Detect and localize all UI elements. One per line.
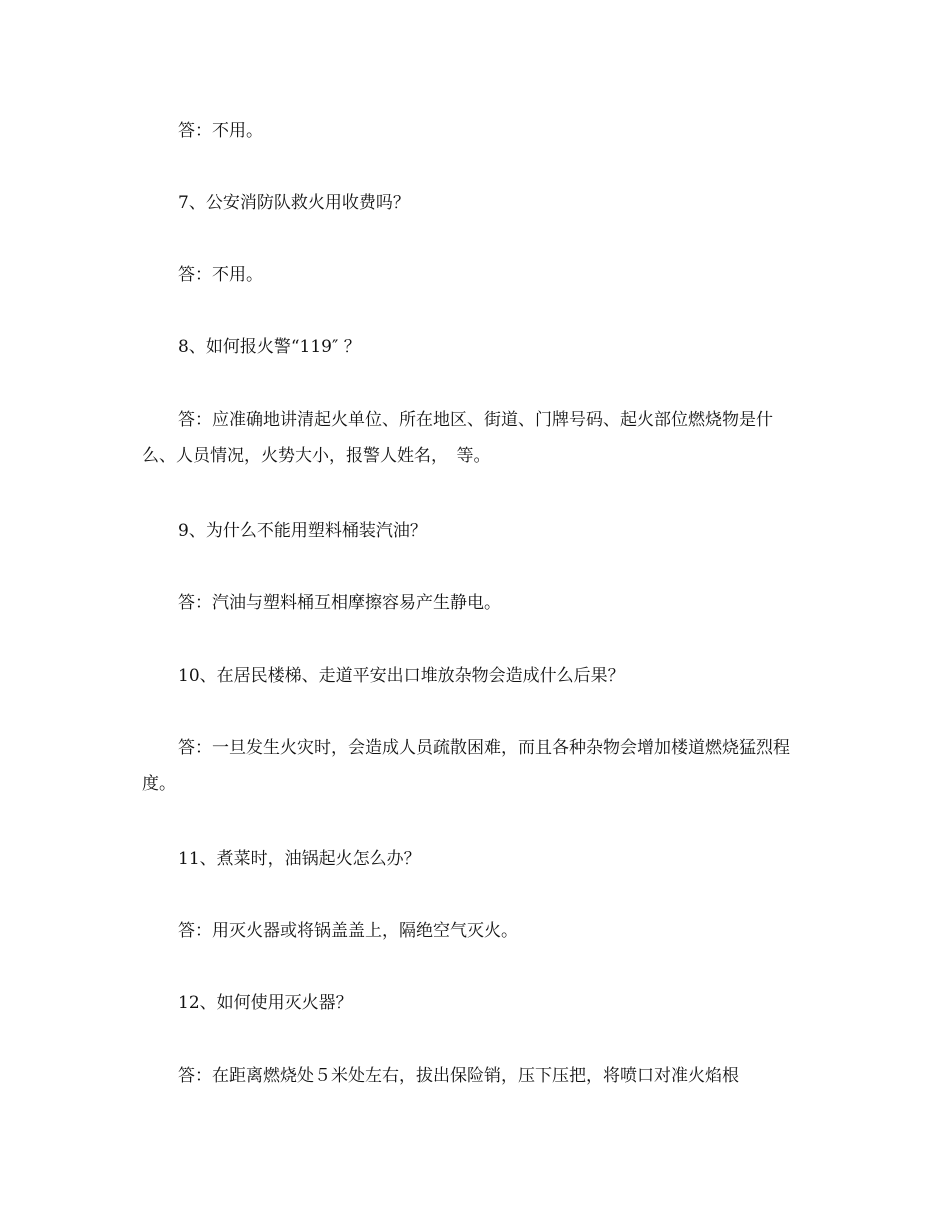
question-10: 10、在居民楼梯、走道平安出口堆放杂物会造成什么后果？ bbox=[178, 666, 625, 686]
answer-11: 答：用灭火器或将锅盖盖上，隔绝空气灭火。 bbox=[178, 921, 518, 941]
answer-9: 答：汽油与塑料桶互相摩擦容易产生静电。 bbox=[178, 593, 501, 613]
question-11: 11、煮菜时，油锅起火怎么办？ bbox=[178, 849, 421, 869]
answer-7: 答：不用。 bbox=[178, 265, 263, 285]
question-12: 12、如何使用灭火器？ bbox=[178, 993, 353, 1013]
question-8: 8、如何报火警“119″ ？ bbox=[178, 337, 361, 357]
answer-12: 答：在距离燃烧处５米处左右，拔出保险销，压下压把，将喷口对准火焰根 bbox=[178, 1066, 739, 1086]
question-9: 9、为什么不能用塑料桶装汽油？ bbox=[178, 521, 427, 541]
question-7: 7、公安消防队救火用收费吗？ bbox=[178, 193, 410, 213]
answer-10: 答：一旦发生火灾时，会造成人员疏散困难，而且各种杂物会增加楼道燃烧猛烈程度。 bbox=[142, 738, 790, 794]
answer-6: 答：不用。 bbox=[178, 121, 263, 141]
answer-8: 答：应准确地讲清起火单位、所在地区、街道、门牌号码、起火部位燃烧物是什么、人员情况，火势大小，报警人姓名， 等。 bbox=[142, 410, 773, 466]
